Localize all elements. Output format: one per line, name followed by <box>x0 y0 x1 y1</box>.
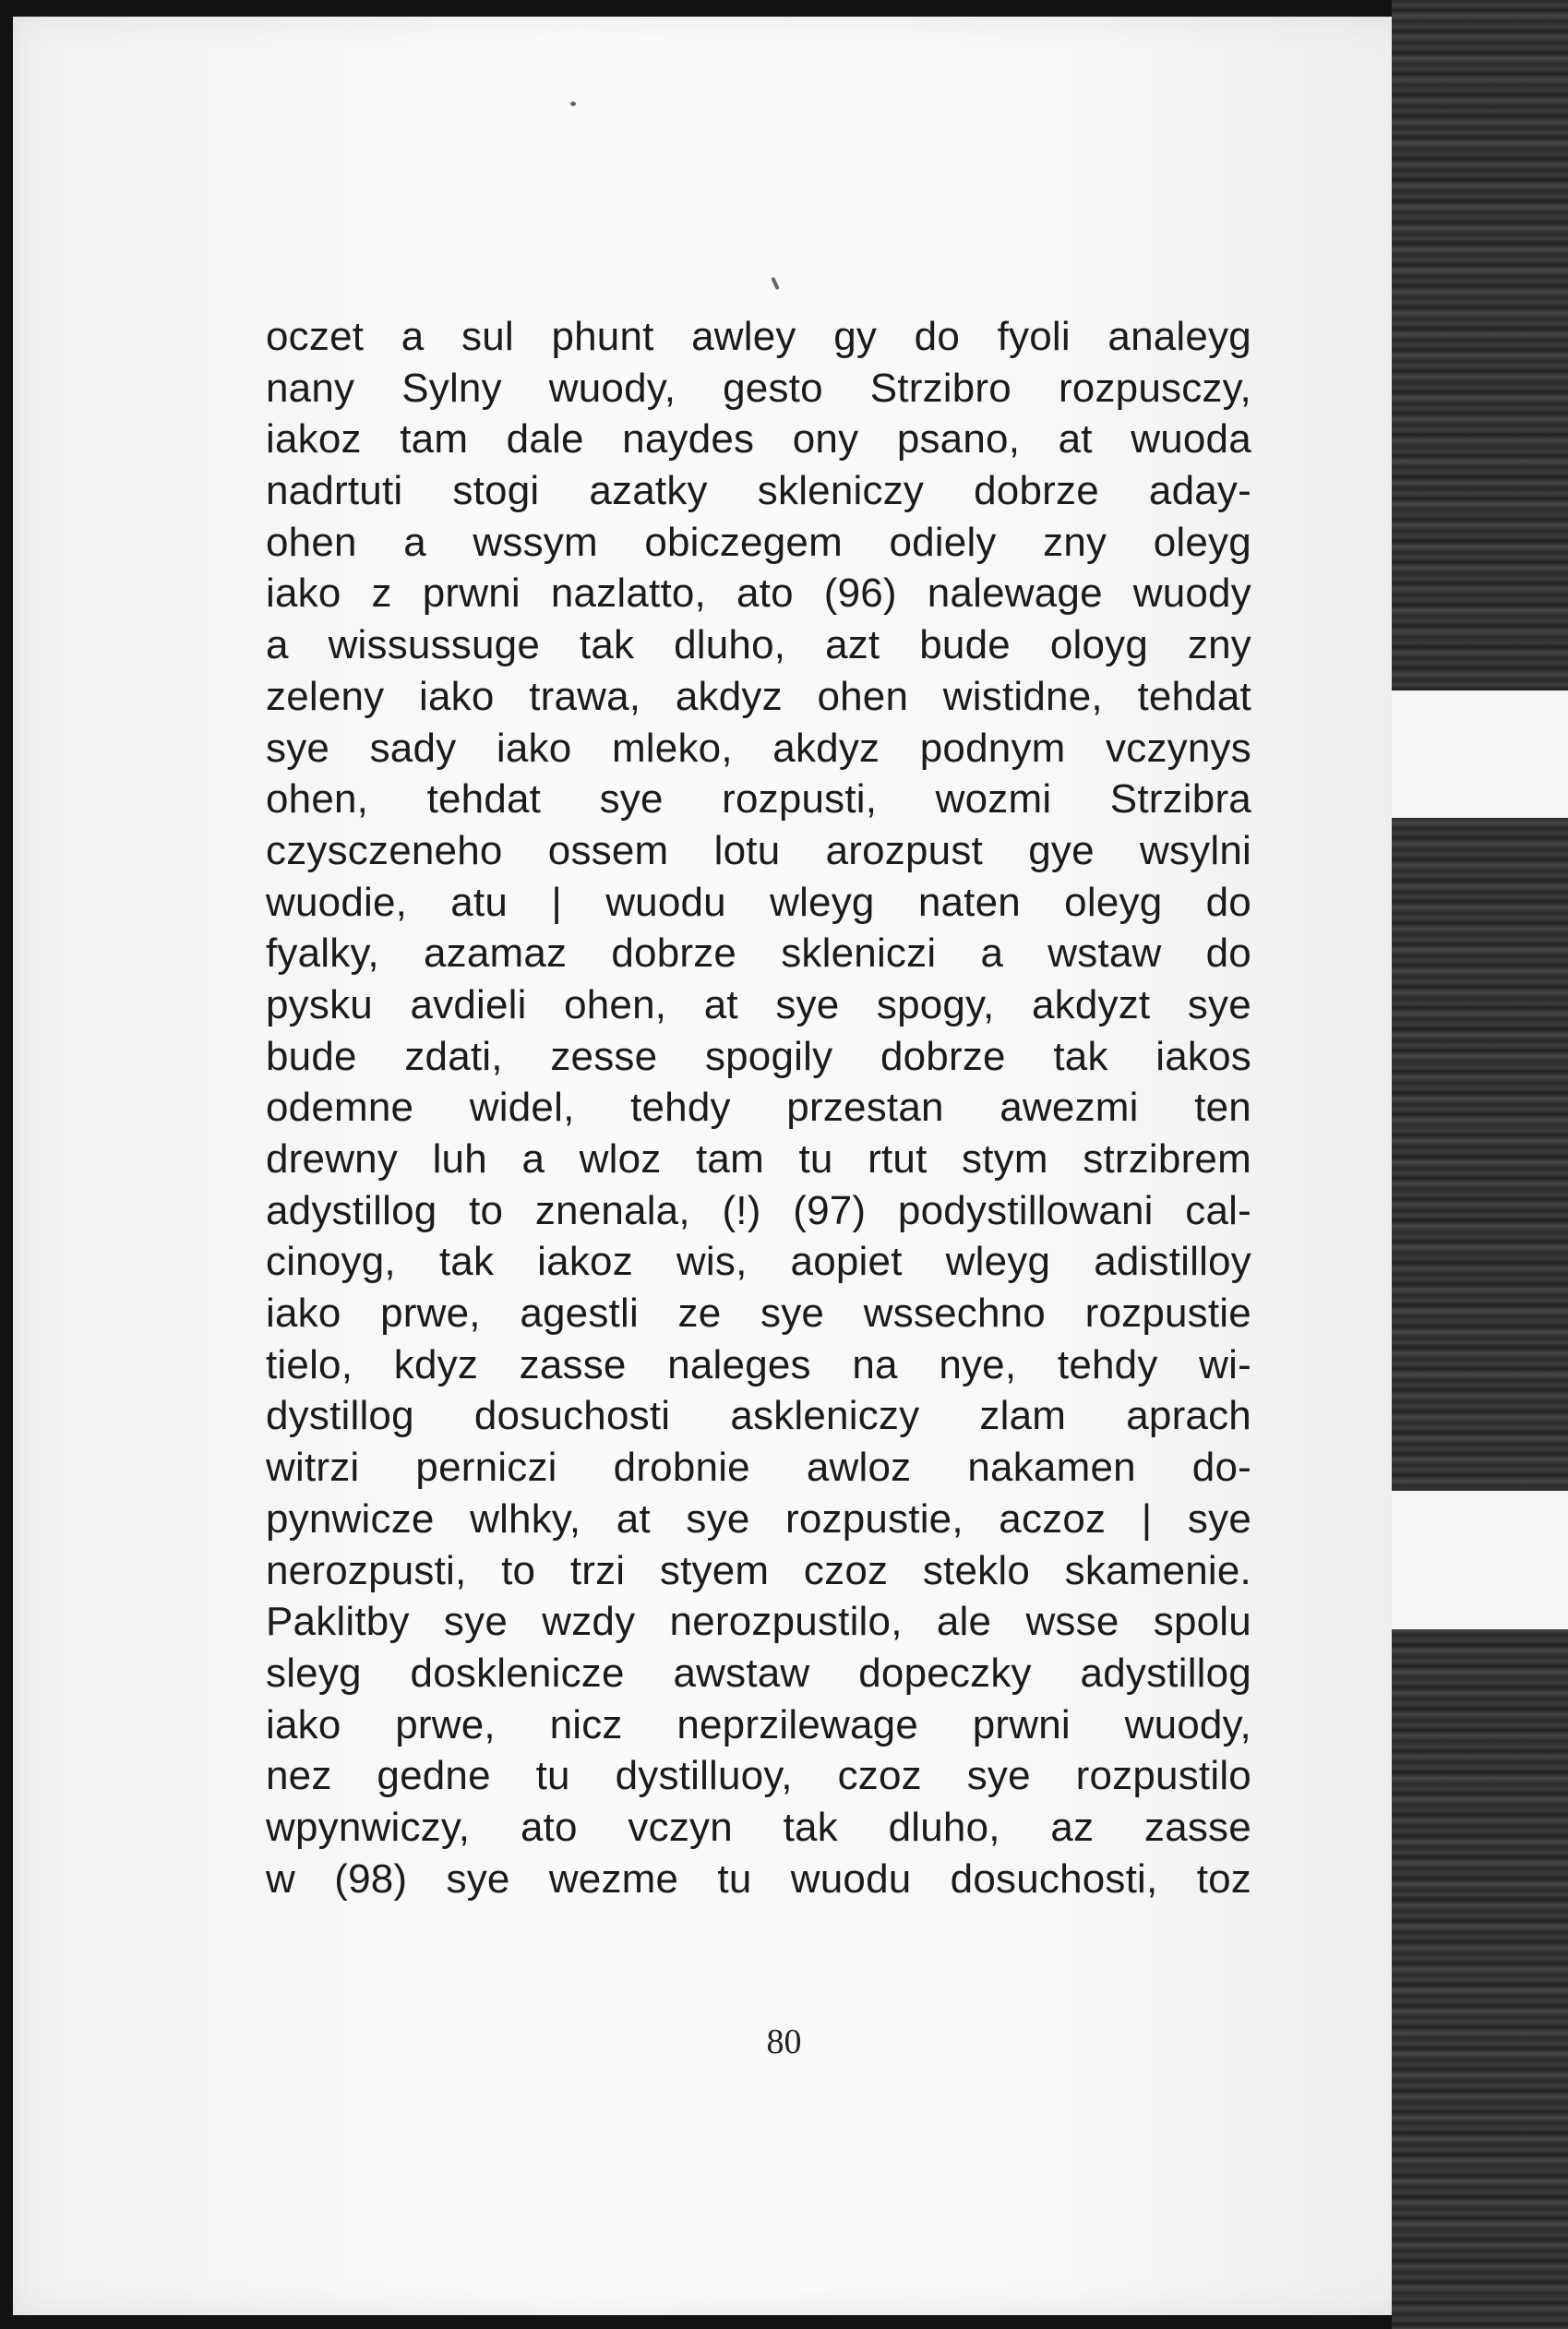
word: wsse <box>1025 1599 1119 1645</box>
word: azamaz <box>423 930 568 977</box>
word: tak <box>1053 1033 1108 1079</box>
word: nakamen <box>967 1445 1136 1491</box>
word: sye <box>775 981 840 1027</box>
word: skleniczy <box>757 468 925 514</box>
word: at <box>703 981 738 1027</box>
text-line <box>266 1031 1251 1083</box>
word: stym <box>962 1136 1048 1182</box>
text-line <box>266 1390 1251 1442</box>
word: neprzilewage <box>676 1701 919 1747</box>
word: aprach <box>1126 1393 1251 1439</box>
word: lotu <box>713 827 781 873</box>
word: rozpustie <box>1084 1291 1251 1337</box>
word: dobrze <box>611 930 737 977</box>
word: iako <box>419 673 495 719</box>
word: naten <box>917 879 1021 925</box>
word: ten <box>1194 1085 1251 1131</box>
word: wuody, <box>1124 1701 1251 1747</box>
word: iakos <box>1155 1033 1251 1079</box>
word: gy <box>833 314 878 359</box>
word: sady <box>369 725 457 771</box>
word: tam <box>696 1136 764 1182</box>
word: rozpustilo <box>1075 1753 1251 1799</box>
word: gye <box>1028 827 1095 873</box>
text-line <box>266 619 1251 671</box>
word: nicz <box>549 1701 623 1747</box>
word: sul <box>461 314 514 359</box>
word: wleyg <box>945 1239 1051 1285</box>
word: a <box>403 519 426 565</box>
word: strzibrem <box>1083 1136 1251 1182</box>
word: dosuchosti, <box>950 1855 1158 1902</box>
word: zny <box>1043 519 1107 565</box>
word: wezme <box>548 1855 679 1902</box>
text-line <box>266 363 1251 414</box>
word: tehdy <box>1057 1341 1158 1387</box>
word: tak <box>438 1239 495 1285</box>
word: wstaw <box>1047 930 1162 977</box>
word: vczynys <box>1106 725 1251 771</box>
word: Paklitby <box>266 1599 410 1645</box>
word: vczyn <box>628 1804 733 1850</box>
word: tak <box>783 1804 838 1850</box>
word: wissussuge <box>328 622 540 668</box>
word: fyoli <box>997 314 1071 359</box>
word: aday- <box>1148 468 1251 514</box>
word: akdyz <box>772 725 880 771</box>
word: agestli <box>520 1291 639 1337</box>
word: pynwicze <box>266 1495 435 1542</box>
word: zasse <box>1143 1804 1251 1850</box>
text-line <box>266 1854 1251 1905</box>
text-line <box>266 1802 1251 1854</box>
word: azatky <box>589 468 708 514</box>
word: podnym <box>919 725 1066 771</box>
word: wistidne, <box>942 673 1103 719</box>
word: oloyg <box>1049 622 1149 668</box>
word: aopiet <box>790 1239 903 1285</box>
word: oczet <box>266 314 365 359</box>
page-number: 80 <box>766 2023 802 2061</box>
word: arozpust <box>825 827 983 873</box>
word: zny <box>1187 622 1251 668</box>
word: avdieli <box>410 981 527 1027</box>
word: dopeczky <box>858 1650 1032 1696</box>
word: znenala, <box>534 1187 690 1233</box>
word: wi- <box>1199 1341 1251 1387</box>
word: ze <box>677 1291 722 1337</box>
word: naydes <box>622 416 755 462</box>
word: w <box>266 1855 295 1902</box>
word: | <box>1141 1495 1153 1542</box>
word: mleko, <box>611 725 733 771</box>
word: zasse <box>519 1341 627 1387</box>
word: ony <box>792 416 859 462</box>
text-line <box>266 568 1251 619</box>
word: obiczegem <box>644 519 843 565</box>
word: akdyzt <box>1031 981 1151 1027</box>
word: to <box>469 1187 504 1233</box>
text-line <box>266 1082 1251 1134</box>
word: aczoz <box>999 1495 1107 1542</box>
word: sye <box>446 1855 510 1902</box>
word: tehdat <box>1137 673 1251 719</box>
word: odiely <box>889 519 997 565</box>
word: dystilluoy, <box>615 1753 793 1799</box>
text-line <box>266 1339 1251 1391</box>
word: sye <box>1187 981 1251 1027</box>
word: adystillog <box>1080 1650 1251 1696</box>
word: rozpustie, <box>785 1495 964 1542</box>
word: dosuchosti <box>473 1393 671 1439</box>
word: awley <box>691 314 796 359</box>
word: sye <box>686 1495 750 1542</box>
word: gedne <box>377 1753 491 1799</box>
word: sye <box>599 776 664 822</box>
word: iako <box>266 570 341 617</box>
word: drewny <box>266 1136 399 1182</box>
word: bude <box>266 1033 357 1079</box>
text-line <box>266 1185 1251 1237</box>
text-line <box>266 979 1251 1031</box>
text-line <box>266 517 1251 569</box>
word: ohen, <box>564 981 667 1027</box>
text-line <box>266 465 1251 517</box>
word: iakoz <box>266 416 362 462</box>
word: dale <box>506 416 584 462</box>
word: spolu <box>1153 1599 1251 1645</box>
text-line <box>266 774 1251 825</box>
word: pysku <box>266 981 373 1027</box>
word: tak <box>579 622 635 668</box>
word: nye, <box>939 1341 1017 1387</box>
word: nerozpusti, <box>266 1547 467 1593</box>
word: prwni <box>422 570 521 617</box>
text-line <box>266 928 1251 979</box>
word: czysczeneho <box>266 827 503 873</box>
text-line <box>266 825 1251 877</box>
word: adistilloy <box>1094 1239 1251 1285</box>
word: Sylny <box>401 365 502 411</box>
word: wis, <box>676 1239 748 1285</box>
word: wssym <box>473 519 598 565</box>
word: do <box>914 314 960 359</box>
word: trawa, <box>529 673 641 719</box>
word: oleyg <box>1153 519 1251 565</box>
word: oleyg <box>1064 879 1163 925</box>
word: wuodie, <box>266 879 408 925</box>
word: podystillowani <box>897 1187 1154 1233</box>
word: tehdat <box>426 776 542 822</box>
word: bude <box>919 622 1011 668</box>
word: do- <box>1191 1445 1251 1491</box>
word: ato <box>736 570 794 617</box>
word: wsylni <box>1140 827 1251 873</box>
word: nany <box>266 365 355 411</box>
word: luh <box>432 1136 487 1182</box>
word: ale <box>936 1599 992 1645</box>
word: askleniczy <box>730 1393 920 1439</box>
word: zlam <box>979 1393 1067 1439</box>
word: azt <box>825 622 880 668</box>
text-line <box>266 1442 1251 1494</box>
word: toz <box>1196 1855 1251 1902</box>
word: widel, <box>469 1085 575 1131</box>
word: prwni <box>972 1701 1071 1747</box>
word: a <box>401 314 425 359</box>
word: spogy, <box>876 981 995 1027</box>
word: nadrtuti <box>266 468 403 514</box>
text-line <box>266 1236 1251 1288</box>
word: odemne <box>266 1085 414 1131</box>
text-line <box>266 1750 1251 1802</box>
word: nerozpustilo, <box>669 1599 903 1645</box>
word: wozmi <box>935 776 1052 822</box>
word: akdyz <box>675 673 783 719</box>
word: nalewage <box>927 570 1103 617</box>
word: awloz <box>806 1445 912 1491</box>
word: rozpusczy, <box>1058 365 1251 411</box>
text-line <box>266 877 1251 929</box>
word: tu <box>717 1855 752 1902</box>
word: atu <box>450 879 509 925</box>
word: ato <box>520 1804 578 1850</box>
word: przestan <box>786 1085 944 1131</box>
word: cinoyg, <box>266 1239 396 1285</box>
word: do <box>1205 879 1251 925</box>
word: skamenie. <box>1064 1547 1251 1593</box>
word: Strzibro <box>869 365 1011 411</box>
word: a <box>266 622 289 668</box>
word: awezmi <box>999 1085 1139 1131</box>
word: wpynwiczy, <box>266 1804 471 1850</box>
word: dystillog <box>266 1393 414 1439</box>
word: wzdy <box>542 1599 636 1645</box>
word: tehdy <box>630 1085 731 1131</box>
word: ohen <box>817 673 909 719</box>
word: | <box>551 879 562 925</box>
word: spogily <box>704 1033 833 1079</box>
word: psano, <box>896 416 1021 462</box>
word: ossem <box>547 827 669 873</box>
word: at <box>1058 416 1093 462</box>
word: czoz <box>837 1753 922 1799</box>
word: wuodu <box>605 879 726 925</box>
word: do <box>1205 930 1251 977</box>
word: iako <box>266 1291 341 1337</box>
word: trzi <box>569 1547 626 1593</box>
text-line <box>266 1699 1251 1751</box>
word: analeyg <box>1107 314 1251 359</box>
word: Strzibra <box>1109 776 1251 822</box>
word: iako <box>266 1701 341 1747</box>
word: naleges <box>667 1341 811 1387</box>
word: iako <box>496 725 572 771</box>
word: zeleny <box>266 673 385 719</box>
body-text <box>266 311 1251 1904</box>
word: styem <box>659 1547 770 1593</box>
word: phunt <box>551 314 654 359</box>
word: dosklenicze <box>410 1650 625 1696</box>
word: rozpusti, <box>722 776 878 822</box>
word: (!) <box>722 1187 761 1233</box>
word: prwe, <box>380 1291 481 1337</box>
word: to <box>501 1547 536 1593</box>
word: sleyg <box>266 1650 362 1696</box>
word: nazlatto, <box>550 570 706 617</box>
text-line <box>266 1494 1251 1545</box>
word: drobnie <box>613 1445 750 1491</box>
word: gesto <box>723 365 823 411</box>
word: awstaw <box>673 1650 810 1696</box>
word: ohen, <box>266 776 369 822</box>
word: wlhky, <box>470 1495 581 1542</box>
text-line <box>266 1545 1251 1597</box>
word: steklo <box>922 1547 1030 1593</box>
text-line <box>266 1288 1251 1339</box>
word: fyalky, <box>266 930 379 977</box>
word: wuodu <box>790 1855 912 1902</box>
edge-gap <box>1392 690 1568 818</box>
word: perniczi <box>415 1445 557 1491</box>
word: dobrze <box>974 468 1099 514</box>
word: tielo, <box>266 1341 353 1387</box>
word: tu <box>798 1136 833 1182</box>
word: wleyg <box>770 879 875 925</box>
word: tu <box>535 1753 570 1799</box>
word: tam <box>400 416 469 462</box>
word: z <box>371 570 392 617</box>
word: at <box>616 1495 651 1542</box>
text-line <box>266 1596 1251 1648</box>
word: wloz <box>579 1136 662 1182</box>
word: wssechno <box>863 1291 1046 1337</box>
word: (97) <box>793 1187 867 1233</box>
word: rtut <box>868 1136 928 1182</box>
word: cal- <box>1185 1187 1251 1233</box>
word: dobrze <box>880 1033 1006 1079</box>
word: ohen <box>266 519 357 565</box>
word: nez <box>266 1753 332 1799</box>
word: sye <box>266 725 330 771</box>
word: az <box>1050 1804 1095 1850</box>
word: witrzi <box>266 1445 360 1491</box>
word: na <box>852 1341 898 1387</box>
word: stogi <box>452 468 540 514</box>
text-line <box>266 671 1251 723</box>
word: wuoda <box>1131 416 1251 462</box>
edge-gap <box>1392 1491 1568 1629</box>
word: a <box>521 1136 545 1182</box>
text-line <box>266 1648 1251 1699</box>
word: dluho, <box>888 1804 1000 1850</box>
word: a <box>980 930 1004 977</box>
text-line <box>266 1134 1251 1185</box>
word: wuody <box>1132 570 1251 617</box>
word: iakoz <box>537 1239 633 1285</box>
word: kdyz <box>393 1341 479 1387</box>
word: sye <box>966 1753 1031 1799</box>
word: prwe, <box>395 1701 496 1747</box>
page-edge-shadow <box>1392 0 1568 2329</box>
word: adystillog <box>266 1187 437 1233</box>
word: zesse <box>550 1033 658 1079</box>
text-line <box>266 723 1251 774</box>
word: sye <box>760 1291 825 1337</box>
word: sye <box>1187 1495 1251 1542</box>
ink-speck <box>570 102 576 106</box>
word: zdati, <box>404 1033 503 1079</box>
word: skleniczi <box>781 930 937 977</box>
text-line <box>266 311 1251 363</box>
word: czoz <box>803 1547 889 1593</box>
word: (96) <box>823 570 897 617</box>
word: sye <box>443 1599 508 1645</box>
text-line <box>266 414 1251 465</box>
word: (98) <box>334 1855 408 1902</box>
word: dluho, <box>674 622 786 668</box>
word: wuody, <box>548 365 676 411</box>
